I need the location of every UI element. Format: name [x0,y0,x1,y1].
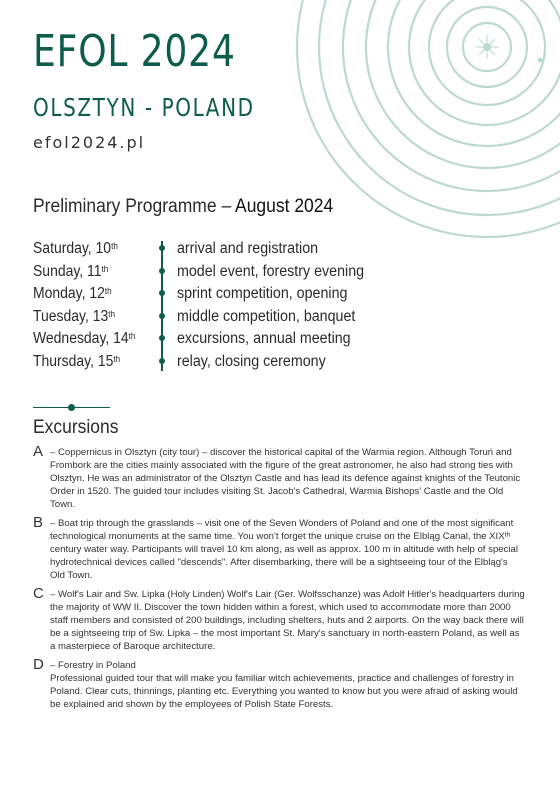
section-divider-dot [68,404,75,411]
excursion-item [33,585,525,653]
schedule-day: Monday, 12th [33,285,112,302]
schedule-event: arrival and registration [177,240,319,257]
excursion-item [33,656,525,711]
excursion-title: – Forestry in Poland [50,660,136,671]
excursion-description: Professional guided tour that will make you familiar witch achievements, practice and challenges of forestry in Poland. Clear cuts, thinnings, planting etc. Everything you wanted to know but you were afraid of asking would be explained and shown by the employees of Polish State Forests. [50,673,518,710]
excursion-title: – Boat trip through the grasslands – [50,518,205,529]
schedule-row [33,329,393,352]
schedule-row [33,262,393,285]
excursion-item [33,514,525,582]
schedule-day: Wednesday, 14th [33,330,136,347]
programme-heading-date: August 2024 [235,196,334,217]
schedule-event: sprint competition, opening [177,285,348,302]
excursion-title: – Wolf's Lair and Sw. Lipka (Holy Linden) [50,589,228,600]
event-title: EFOL 2024 [33,26,236,77]
schedule-event: relay, closing ceremony [177,352,326,370]
schedule-row [33,307,393,330]
schedule-event: middle competition, banquet [177,307,356,325]
schedule-event: model event, forestry evening [177,262,365,280]
schedule-event: excursions, annual meeting [177,330,351,347]
excursion-item [33,443,525,511]
programme-heading [33,197,333,216]
schedule-day: Tuesday, 13th [33,307,115,325]
excursion-letter: D [33,656,44,673]
excursions-heading: Excursions [33,417,119,438]
programme-heading-prefix: Preliminary Programme – [33,196,236,217]
excursion-description: visit one of the Seven Wonders of Poland and one of the most significant technological monuments at the same time. You won't forget the unique cruise on the Elbląg Canal, the XIXᵗʰ century water way. Participants will travel 10 km along, as well as approx. 100 m in altitude with help of special hydrotechnical devices called "descends". After disembarking, there will be a sightseeing tour of the Elbląg's Old Town. [50,518,519,581]
excursion-letter: C [33,585,44,602]
excursions-list [33,443,525,717]
excursion-title: – Coppernicus in Olsztyn (city tour) – [50,447,210,458]
excursion-description: discover the historical capital of the Warmia region. Although Toruń and Frombork are the cities mainly associated with the figure of the great astronomer, he also had strong ties with Olsztyn. He was an administrator of the Olsztyn Castle and has lead its defence against knights of the Teutonic Order in 1520. The guided tour includes visiting St. Jacob's Cathedral, Warmia Bishops' Castle and the Old Town. [50,447,521,510]
schedule-row [33,352,393,375]
programme-schedule [33,239,393,374]
schedule-row [33,239,393,262]
excursion-letter: A [33,443,44,460]
event-website-link[interactable]: efol2024.pl [33,133,146,152]
event-subtitle: OLSZTYN - POLAND [33,93,255,122]
schedule-day: Saturday, 10th [33,240,118,257]
excursion-description: Wolf's Lair (Ger. Wolfsschanze) was Adolf Hitler's headquarters during the majority of WW II. Discover the town hidden within a forest, which used to accommodate more than 2000 staff members and consisted of 200 buildings, including shelters, huts and 2 airports. On the way back there will be a sightseeing trip of Sw. Lipka – the most important St. Mary's sanctuary in north-eastern Poland, as well as a masterpiece of Baroque architecture. [50,589,525,652]
excursion-letter: B [33,514,44,531]
schedule-day: Sunday, 11th [33,262,109,280]
schedule-day: Thursday, 15th [33,352,121,370]
schedule-row [33,284,393,307]
